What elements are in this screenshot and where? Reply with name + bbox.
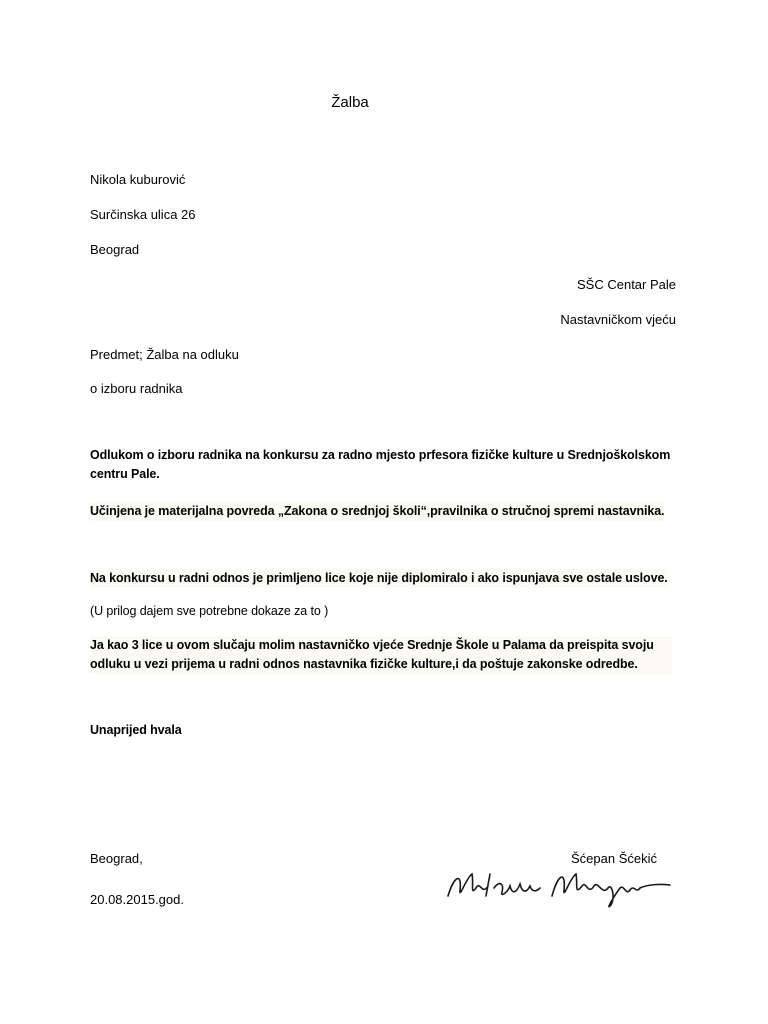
footer-place: Beograd, bbox=[90, 851, 143, 866]
paragraph-decision: Odlukom o izboru radnika na konkursu za radno mjesto prfesora fizičke kulture u Srednjoškolskom centru Pale. bbox=[90, 448, 671, 481]
recipient-line2: Nastavničkom vjeću bbox=[560, 312, 676, 327]
footer-date: 20.08.2015.god. bbox=[90, 892, 184, 907]
document-title: Žalba bbox=[331, 94, 369, 111]
paragraph-request: Ja kao 3 lice u ovom slučaju molim nastavničko vjeće Srednje Škole u Palama da preispita svoju odluku u vezi prijema u radni odnos nastavnika fizičke kulture,i da poštuje zakonske odredbe. bbox=[90, 636, 672, 674]
recipient-line1: SŠC Centar Pale bbox=[577, 277, 676, 292]
paragraph-hiring: Na konkursu u radni odnos je primljeno lice koje nije diplomiralo i ako ispunjava sve ostale uslove. bbox=[90, 569, 668, 588]
subject-line1: Predmet; Žalba na odluku bbox=[90, 347, 239, 362]
subject-line2: o izboru radnika bbox=[90, 381, 183, 396]
handwritten-signature bbox=[444, 866, 674, 910]
closing-text: Unaprijed hvala bbox=[90, 723, 182, 737]
signatory-name: Šćepan Šćekić bbox=[571, 851, 657, 866]
sender-city: Beograd bbox=[90, 242, 140, 257]
sender-name: Nikola kuburović bbox=[90, 172, 186, 187]
paragraph-violation: Učinjena je materijalna povreda „Zakona o srednjoj školi“,pravilnika o stručnoj spremi nastavnika. bbox=[90, 502, 664, 521]
sender-street: Surčinska ulica 26 bbox=[90, 207, 196, 222]
paragraph-evidence: (U prilog dajem sve potrebne dokaze za to ) bbox=[90, 604, 329, 618]
